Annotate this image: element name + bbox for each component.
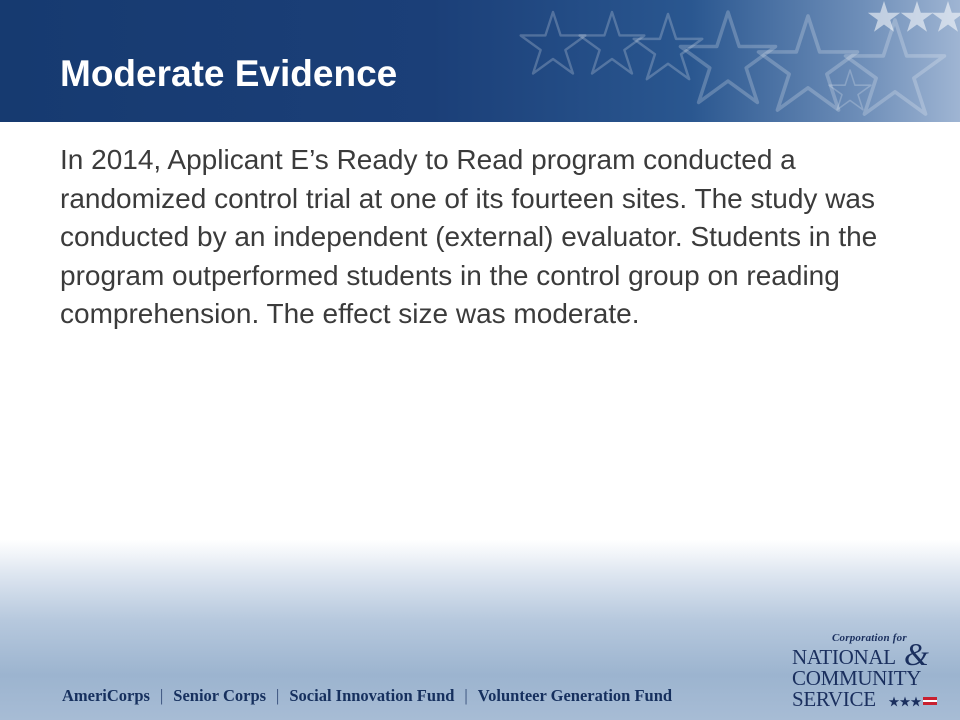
footer-programs [62,686,672,706]
logo-ampersand: & [904,636,929,672]
cncs-logo [792,628,942,712]
logo-line-community: COMMUNITY [792,666,922,690]
header-banner [0,0,960,122]
footer-separator: | [276,686,280,705]
body-text: In 2014, Applicant E’s Ready to Read program conducted a randomized control trial at one of its fourteen sites. The study was conducted by an independent (external) evaluator. Students in the program outperformed students in the control group on reading comprehension. The effect size was moderate. [60,144,878,329]
footer-item-volunteer-generation-fund: Volunteer Generation Fund [477,686,673,705]
footer-separator: | [464,686,468,705]
footer-item-senior-corps: Senior Corps [173,686,267,705]
footer-item-americorps: AmeriCorps [62,686,150,705]
logo-small-text: Corporation for [832,632,907,644]
footer-item-social-innovation-fund: Social Innovation Fund [289,686,455,705]
slide-title: Moderate Evidence [60,53,398,94]
star-icon [888,692,938,710]
footer-separator: | [159,686,164,705]
logo-line-national: NATIONAL [792,645,896,669]
logo-line-service: SERVICE [792,687,876,711]
